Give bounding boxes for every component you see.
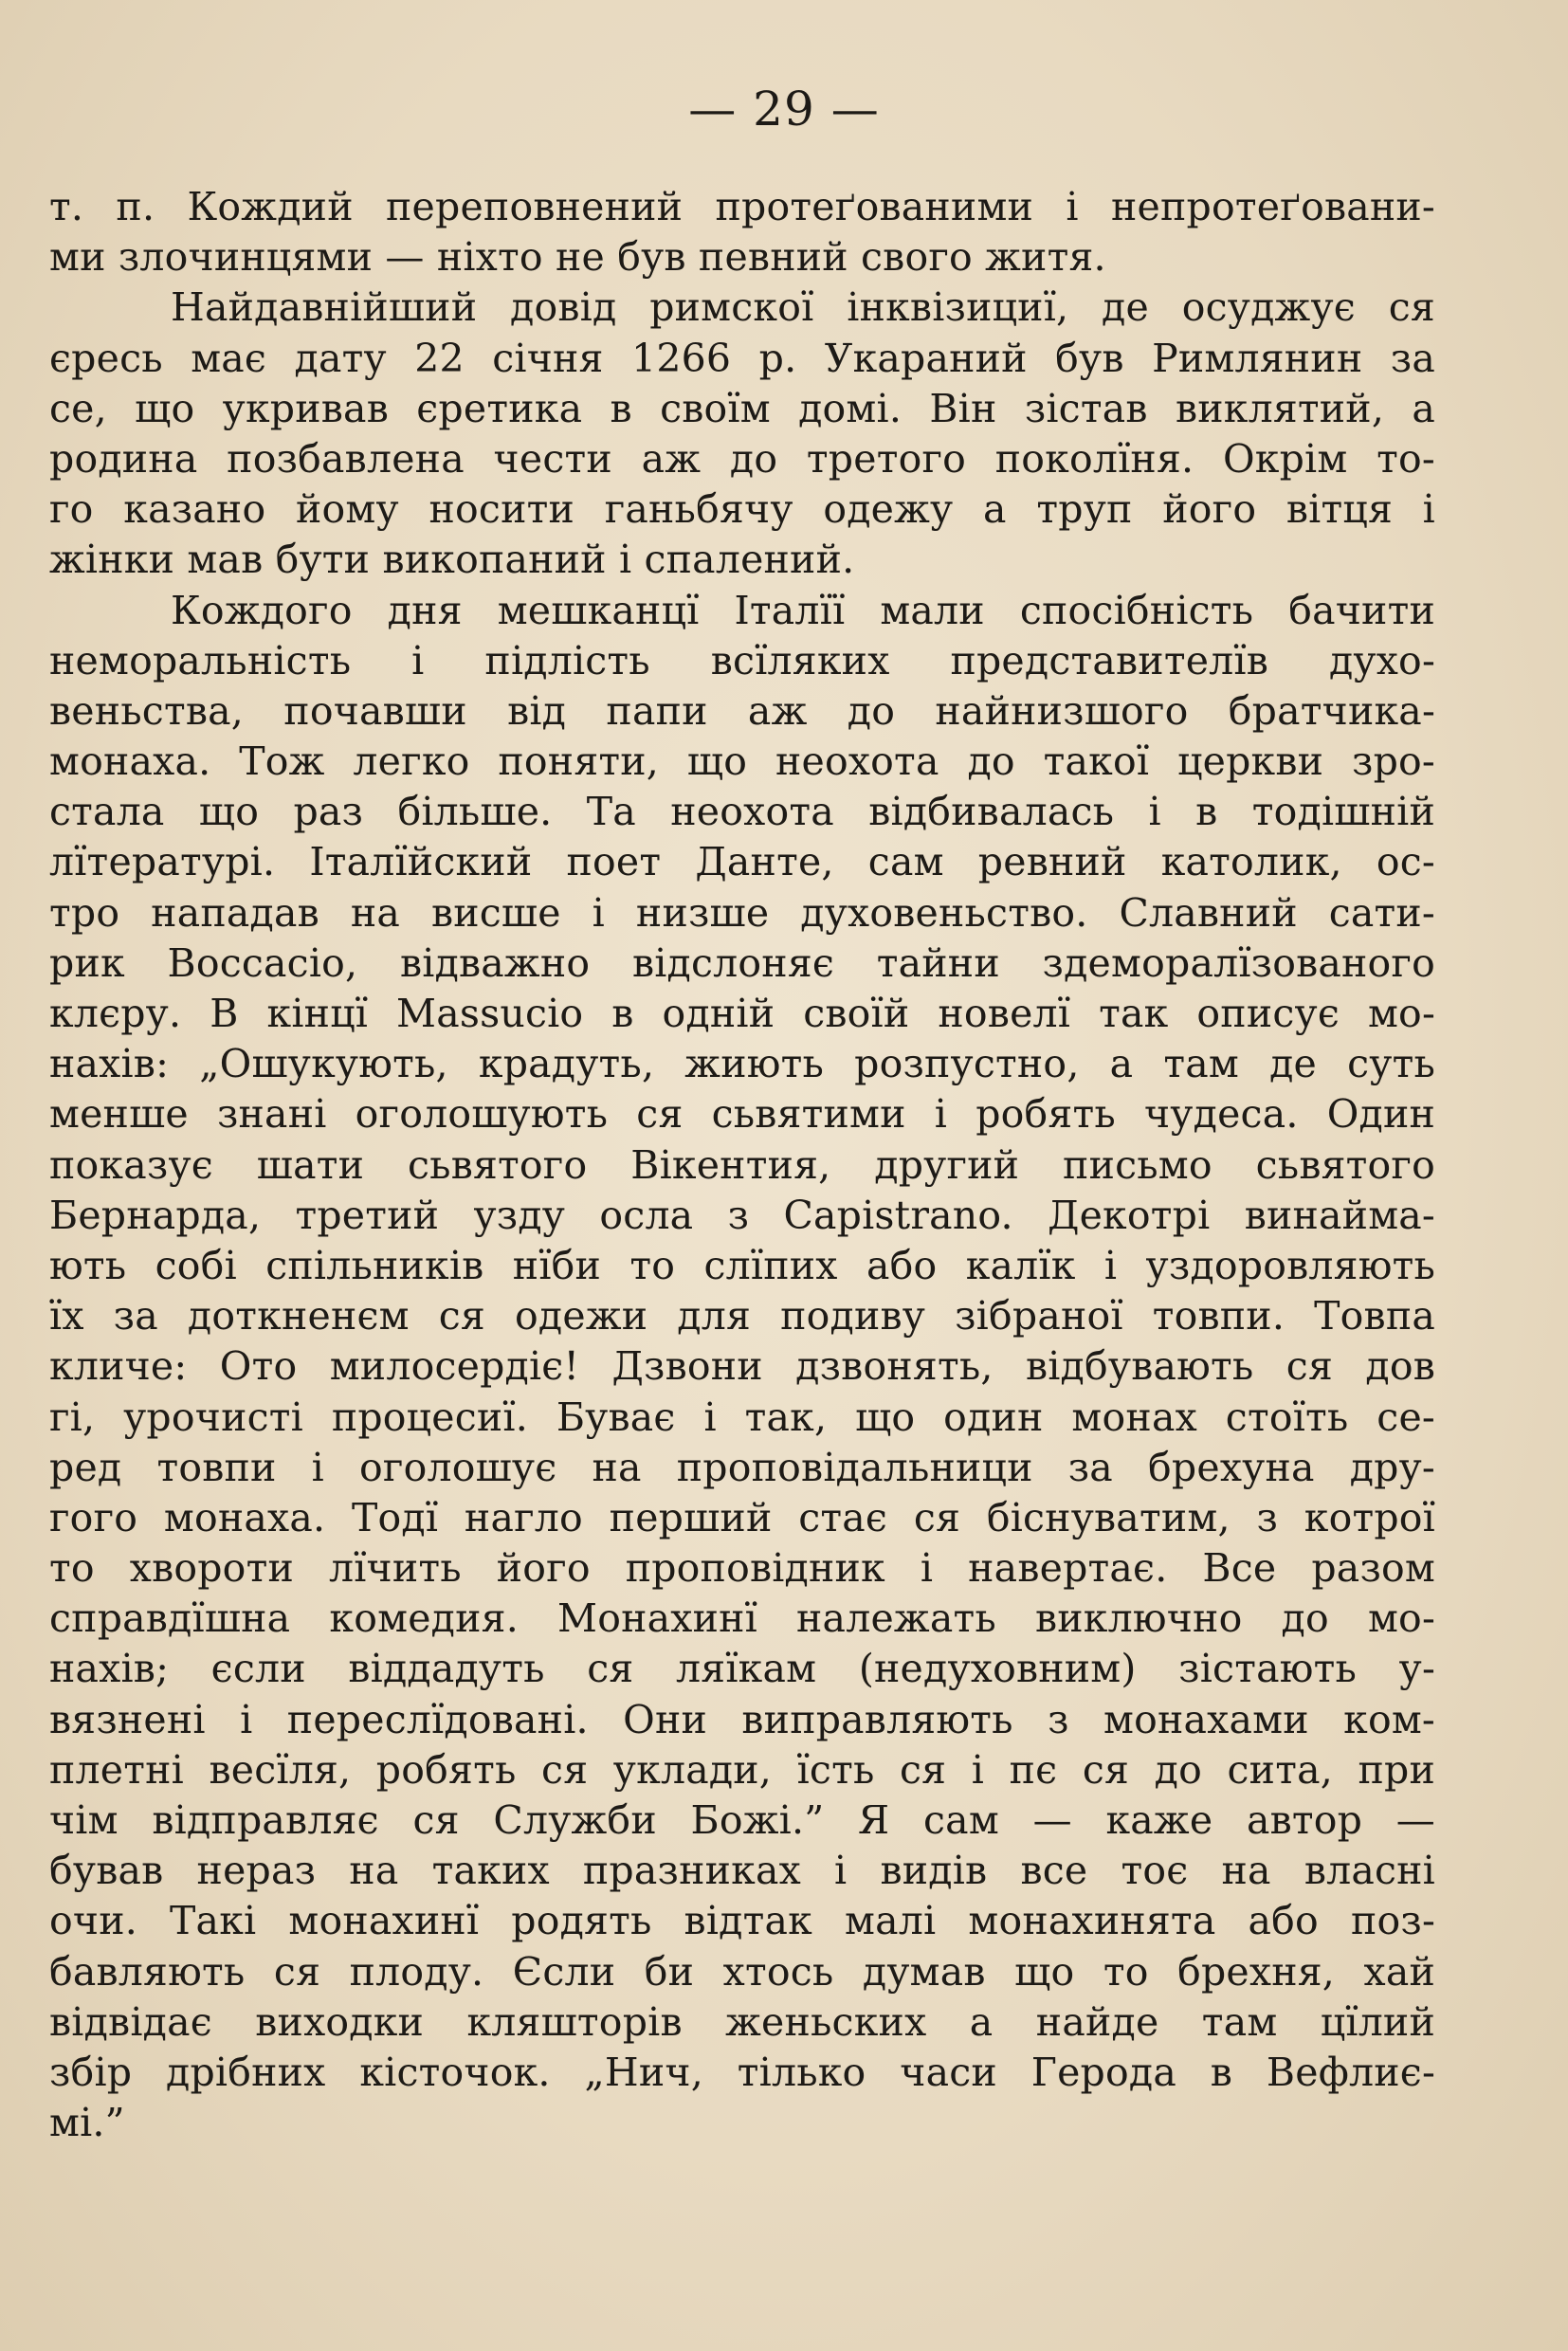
text-line: неморальність і підлість всїляких представителїв духо-: [49, 637, 1435, 683]
text-line: т. п. Кождий переповнений протеґованими і непротеґовани-: [49, 184, 1435, 229]
text-line: клєру. В кінцї Massucio в одній своїй новелї так описує мо-: [49, 991, 1435, 1036]
text-line: збір дрібних кісточок. „Нич, тілько часи Герода в Вефлиє-: [49, 2049, 1435, 2095]
paragraph-first-line: Найдавнійший довід римскої інквізициї, де осуджує ся: [171, 284, 1435, 331]
text-line: єресь має дату 22 січня 1266 р. Укараний був Римлянин за: [49, 335, 1435, 381]
text-line: тро нападав на висше і низше духовеньство. Славний сати-: [49, 889, 1435, 936]
text-line: чім відправляє ся Служби Божі.” Я сам — каже автор —: [49, 1797, 1435, 1843]
text-line: бував нераз на таких празниках і видів все тоє на власні: [49, 1848, 1435, 1894]
text-line: ми злочинцями — ніхто не був певний свого житя.: [49, 234, 1106, 281]
text-line: рик Boccacio, відважно відслоняє тайни здеморалїзованого: [49, 939, 1435, 986]
text-line: ред товпи і оголошує на проповідальници за брехуна дру-: [49, 1444, 1435, 1490]
text-line: мі.”: [49, 2100, 125, 2146]
text-line: плетні весїля, робять ся уклади, їсть ся і пє ся до сита, при: [49, 1746, 1435, 1793]
text-line: го казано йому носити ганьбячу одежу а труп його вітця і: [49, 486, 1435, 533]
text-line: гі, урочисті процесиї. Буває і так, що один монах стоїть се-: [49, 1394, 1435, 1440]
text-line: монаха. Тож легко поняти, що неохота до такої церкви зро-: [49, 738, 1435, 785]
text-line: Бернарда, третий узду осла з Capistrano. Декотрі винайма-: [49, 1192, 1435, 1238]
text-body: [49, 182, 1435, 2148]
text-line: родина позбавлена чести аж до третого поколїня. Окрім то-: [49, 435, 1435, 482]
text-line: стала що раз більше. Та неохота відбивалась і в тодішній: [49, 789, 1435, 835]
text-line: нахів: „Ошукують, крадуть, жиють розпустно, а там де суть: [49, 1041, 1435, 1087]
text-line: менше знані оголошують ся сьвятими і робять чудеса. Один: [49, 1091, 1435, 1138]
text-line: се, що укривав єретика в своїм домі. Він зістав виклятий, а: [49, 385, 1435, 431]
page-number: — 29 —: [688, 82, 880, 137]
text-line: ють собі спільників нїби то слїпих або калїк і уздоровляють: [49, 1242, 1435, 1288]
text-line: жінки мав бути викопаний і спалений.: [49, 537, 855, 583]
text-line: справдїшна комедия. Монахинї належать виключно до мо-: [49, 1595, 1435, 1642]
text-line: вязнені і переслїдовані. Они виправляють з монахами ком-: [49, 1696, 1435, 1742]
text-line: гого монаха. Тодї нагло перший стає ся біснуватим, з котрої: [49, 1494, 1435, 1540]
text-line: то хвороти лїчить його проповідник і навертає. Все разом: [49, 1545, 1435, 1592]
text-line: веньства, почавши від папи аж до найнизшого братчика-: [49, 687, 1435, 734]
text-line: лїтературі. Італїйский поет Данте, сам ревний католик, ос-: [49, 839, 1435, 885]
text-line: очи. Такі монахинї родять відтак малі монахинята або поз-: [49, 1898, 1435, 1944]
text-line: бавляють ся плоду. Єсли би хтось думав що то брехня, хай: [49, 1948, 1435, 1995]
text-line: показує шати сьвятого Вікентия, другий письмо сьвятого: [49, 1141, 1435, 1188]
paragraph-first-line: Кождого дня мешканцї Італїї мали спосібність бачити: [171, 587, 1435, 633]
text-line: відвідає виходки кляшторів женьских а найде там цїлий: [49, 1998, 1435, 2045]
text-line: нахів; єсли віддадуть ся ляїкам (недуховним) зістають у-: [49, 1646, 1435, 1692]
text-line: кличе: Ото милосердіє! Дзвони дзвонять, відбувають ся дов: [49, 1343, 1435, 1390]
text-line: їх за доткненєм ся одежи для подиву зібраної товпи. Товпа: [49, 1293, 1435, 1340]
